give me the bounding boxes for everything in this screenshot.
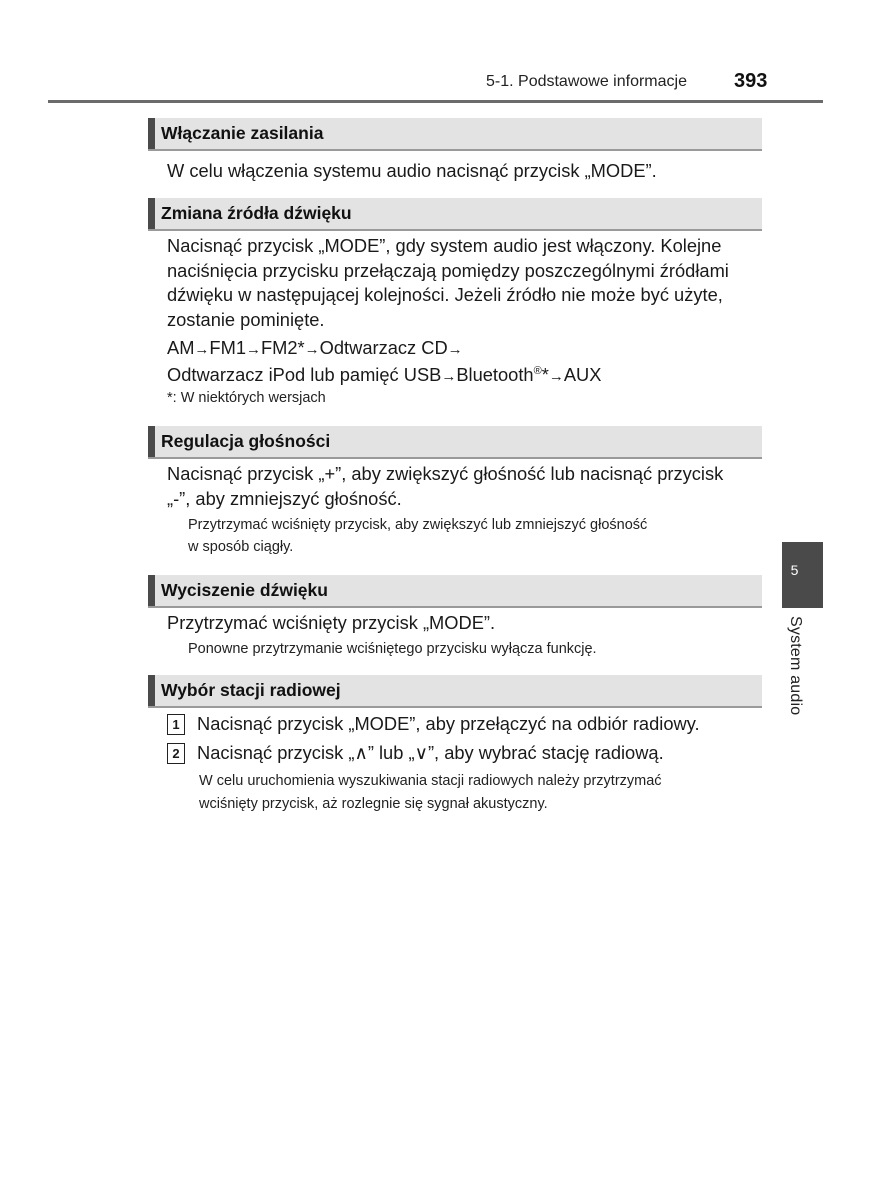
source-aux: AUX [563, 363, 602, 385]
section-heading-title: Włączanie zasilania [161, 123, 324, 143]
arrow-icon: → [447, 341, 463, 358]
note [188, 514, 762, 558]
section-heading-mute [148, 575, 762, 608]
running-header-section: 5-1. Podstawowe informacje [486, 73, 687, 90]
section-heading-title: Wyciszenie dźwięku [161, 580, 328, 600]
chapter-label: System audio [787, 616, 804, 716]
source-ipod-usb: Odtwarzacz iPod lub pamięć USB [167, 363, 442, 385]
paragraph-line: naciśnięcia przycisku przełączają pomiędzy poszczególnymi źródłami [167, 259, 729, 281]
paragraph-line: zostanie pominięte. [167, 308, 325, 330]
arrow-icon: → [304, 341, 320, 358]
note-line: W celu uruchomienia wyszukiwania stacji radiowych należy przytrzymać [199, 773, 662, 789]
paragraph-line: „-”, aby zmniejszyć głośność. [167, 487, 402, 509]
chapter-number: 5 [790, 562, 799, 578]
arrow-icon: → [548, 367, 564, 385]
arrow-icon: → [194, 341, 210, 358]
section-heading-power-on [148, 118, 762, 151]
arrow-icon: → [441, 367, 457, 385]
paragraph-line: Nacisnąć przycisk „+”, aby zwiększyć głośność lub nacisnąć przycisk [167, 463, 724, 484]
paragraph-line: dźwięku w następującej kolejności. Jeżeli źródło nie może być użyte, [167, 284, 723, 305]
section-heading-volume [148, 426, 762, 459]
section-heading-title: Regulacja głośności [161, 431, 331, 451]
step-2 [167, 742, 664, 764]
section-heading-accent [148, 575, 155, 606]
paragraph: W celu włączenia systemu audio nacisnąć przycisk „MODE”. [167, 160, 657, 181]
sequence-line-2 [167, 363, 763, 390]
header-divider [48, 100, 823, 103]
page-number: 393 [734, 70, 768, 92]
step-number: 2 [167, 743, 185, 764]
source-sequence [167, 336, 763, 389]
step-number: 1 [167, 714, 185, 735]
section-heading-title: Wybór stacji radiowej [161, 680, 341, 700]
paragraph [167, 462, 763, 511]
note-line: wciśnięty przycisk, aż rozlegnie się sygnał akustyczny. [199, 796, 548, 812]
step-text: Nacisnąć przycisk „∧” lub „∨”, aby wybrać stację radiową. [197, 742, 664, 763]
section-heading-accent [148, 675, 155, 706]
section-heading-accent [148, 426, 155, 457]
step-text: Nacisnąć przycisk „MODE”, aby przełączyć na odbiór radiowy. [197, 713, 700, 734]
source-cd: Odtwarzacz CD [319, 337, 448, 358]
paragraph-line: Nacisnąć przycisk „MODE”, gdy system audio jest włączony. Kolejne [167, 235, 722, 256]
paragraph: Przytrzymać wciśnięty przycisk „MODE”. [167, 612, 496, 633]
section-heading-title: Zmiana źródła dźwięku [161, 203, 352, 223]
note-line: w sposób ciągły. [188, 539, 294, 555]
source-am: AM [167, 337, 195, 358]
paragraph [167, 234, 763, 332]
footnote: *: W niektórych wersjach [167, 390, 326, 406]
sequence-line-1 [167, 336, 763, 363]
step-1 [167, 713, 700, 735]
section-heading-source-change [148, 198, 762, 231]
registered-mark: ® [533, 364, 542, 377]
arrow-icon: → [245, 341, 261, 358]
note: Ponowne przytrzymanie wciśniętego przycisku wyłącza funkcję. [188, 641, 597, 657]
section-heading-accent [148, 118, 155, 149]
chapter-tab [782, 542, 823, 608]
note [199, 770, 763, 816]
note-line: Przytrzymać wciśnięty przycisk, aby zwiększyć lub zmniejszyć głośność [188, 517, 648, 533]
bluetooth-asterisk: * [541, 363, 549, 385]
section-heading-accent [148, 198, 155, 229]
source-fm2: FM2* [260, 337, 305, 358]
source-bluetooth: Bluetooth [456, 363, 534, 385]
section-heading-radio-station [148, 675, 762, 708]
source-fm1: FM1 [209, 337, 246, 358]
